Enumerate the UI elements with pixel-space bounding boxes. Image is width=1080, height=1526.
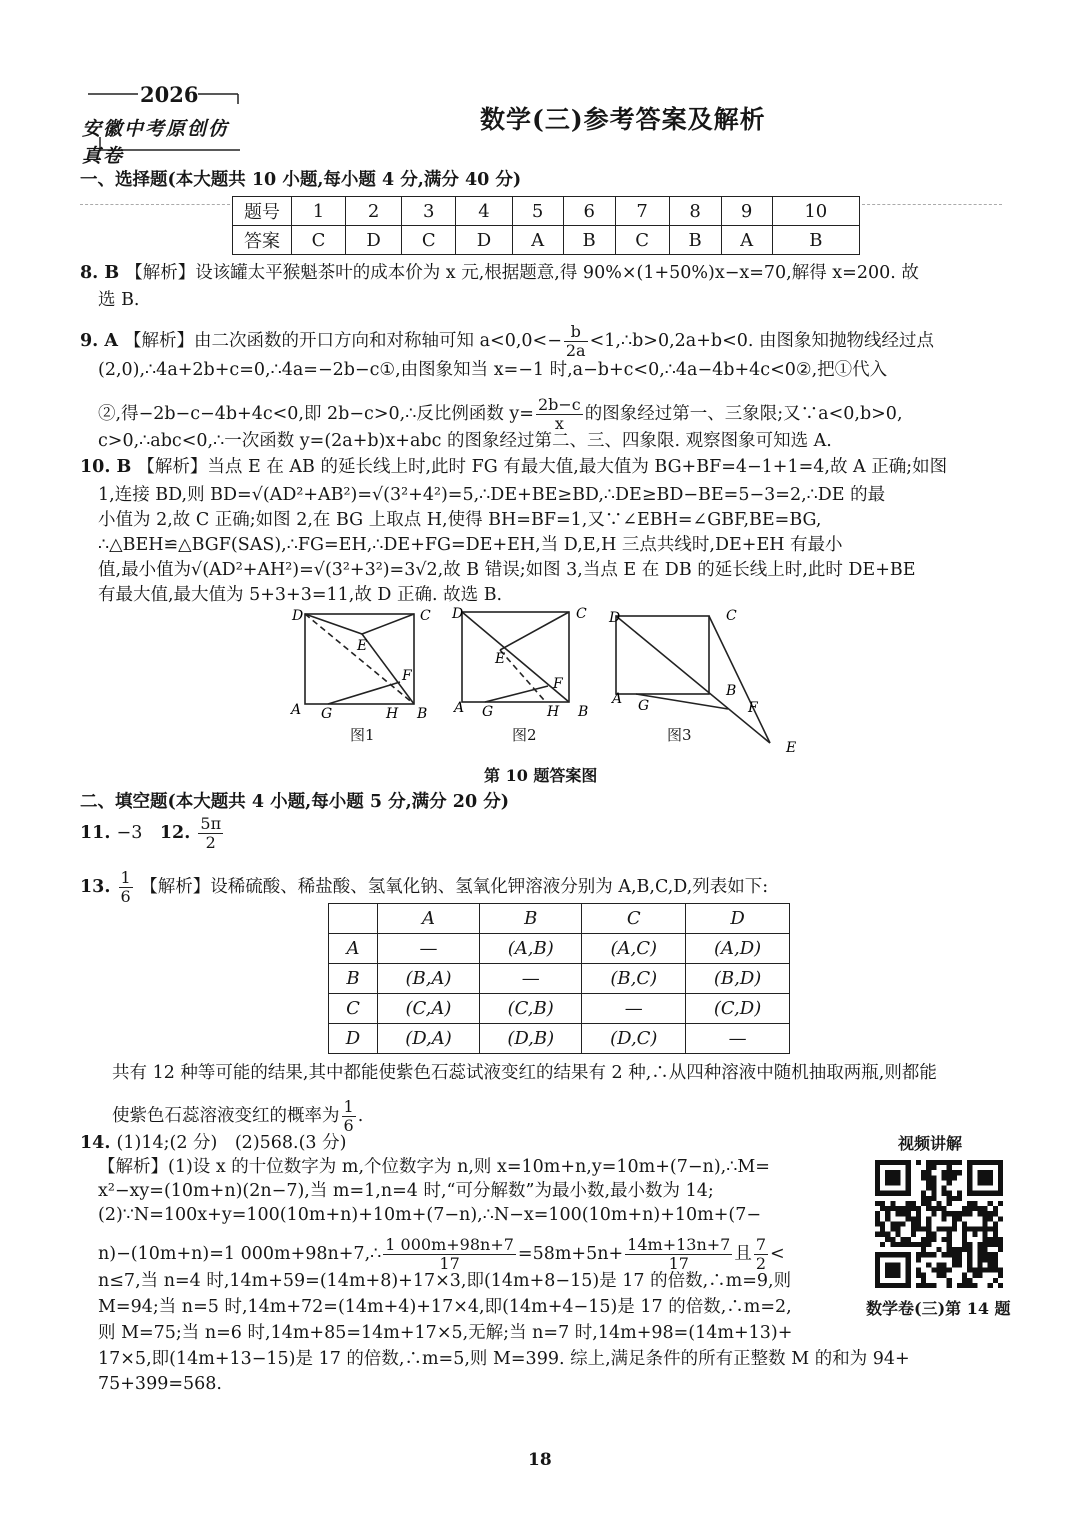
text-line [80,323,934,360]
text-segment: 75+399=568. [98,1374,222,1394]
fraction [754,1236,768,1273]
question-number: 9 [721,197,772,226]
fraction [625,1236,732,1273]
text-segment: n)−(10m+n)=1 000m+98n+7,∴ [98,1244,382,1264]
text-line [98,484,885,506]
item-number: 11. [80,823,117,843]
point-label: G [321,706,333,722]
table-cell: (A,C) [582,934,686,964]
figure-caption: 第 10 题答案图 [484,766,598,785]
point-label: H [386,706,399,722]
table-row [329,1024,790,1054]
fig2-line [500,612,569,650]
numerator: 7 [755,1235,767,1254]
text-line [98,559,916,581]
answer-cell: B [669,226,721,255]
denominator: 17 [668,1254,689,1273]
point-label: E [786,740,797,756]
point-label: F [748,700,758,716]
fraction [564,323,588,360]
numerator: 1 [120,868,131,887]
table-cell: D [329,1024,378,1054]
point-label: E [357,638,368,654]
fig1-line [328,682,400,704]
table-cell: C [582,904,686,934]
text-line [98,430,832,452]
item-number: 13. [80,877,117,897]
point-label: G [638,698,650,714]
numerator: 2b−c [537,395,581,414]
text-line [80,815,225,852]
table-cell [329,904,378,934]
text-line [98,509,821,531]
video-label: 视频讲解 [898,1134,963,1153]
fig1-label: 图1 [350,726,375,744]
table-cell: (D,B) [479,1024,581,1054]
text-line [98,359,887,381]
point-label: G [482,704,494,720]
answer-cell: C [292,226,346,255]
qr-code-icon[interactable] [874,1160,1004,1288]
answer-cell: C [615,226,669,255]
fraction [383,1236,516,1273]
text-segment: 选 B. [98,290,140,310]
answer-cell: B [563,226,615,255]
text-line [98,1322,792,1344]
text-segment: n≤7,当 n=4 时,14m+59=(14m+8)+17×3,即(14m+8−15)是 17 的倍数,∴m=9,则 [98,1271,792,1291]
divider [862,204,1002,205]
fig3-line [709,616,770,743]
question-number: 7 [615,197,669,226]
text-segment: M=94;当 n=5 时,14m+72=(14m+4)+17×4,即(14m+4−15)是 17 的倍数,∴m=2, [98,1297,792,1317]
text-line [98,1236,785,1273]
table-cell: — [686,1024,790,1054]
page-title: 数学(三)参考答案及解析 [480,105,766,134]
table-row [329,904,790,934]
text-segment: 【解析】由二次函数的开口方向和对称轴可知 a<0,0<− [124,331,562,351]
question-number: 8 [669,197,721,226]
text-line [80,262,919,284]
text-segment: (2,0),∴4a+2b+c=0,∴4a=−2b−c①,由图象知当 x=−1 时,a−b+c<0,∴4a−4b+4c<0②,把①代入 [98,360,888,380]
logo-series: 安徽中考原创仿真卷 [82,118,230,167]
text-segment: <1,∴b>0,2a+b<0. 由图象知抛物线经过点 [589,331,935,351]
q13-table [328,903,790,1054]
numerator: 5π [200,814,222,833]
question-number: 2 [345,197,401,226]
text-segment: 共有 12 种等可能的结果,其中都能使紫色石蕊试液变红的结果有 2 种,∴从四种溶液中随机抽取两瓶,则都能 [112,1063,937,1083]
answer-cell: A [512,226,563,255]
text-segment: . [357,1106,364,1126]
table-cell: (A,D) [686,934,790,964]
text-line [98,1180,714,1202]
answer-cell: D [456,226,512,255]
table-cell: — [582,994,686,1024]
question-number: 5 [512,197,563,226]
point-label: B [417,706,428,722]
text-line [80,1132,346,1154]
question-number: 4 [456,197,512,226]
text-segment: 1,连接 BD,则 BD=√(AD²+AB²)=√(3²+4²)=5,∴DE+BE≥BD,∴DE≥BD−BE=5−3=2,∴DE 的最 [98,485,886,505]
fig3-line [616,616,770,743]
divider [80,204,230,205]
denominator: 17 [439,1254,460,1273]
text-segment: 【解析】设该罐太平猴魁茶叶的成本价为 x 元,根据题意,得 90%×(1+50%)x−x=70,解得 x=200. 故 [125,263,919,283]
answer-cell: C [402,226,456,255]
point-label: A [612,691,623,707]
section1-heading: 一、选择题(本大题共 10 小题,每小题 4 分,满分 40 分) [80,170,522,190]
text-segment: (1)14;(2 分) (2)568.(3 分) [116,1133,347,1153]
table-cell: (A,B) [479,934,581,964]
question-number: 10 [772,197,859,226]
table-cell: — [378,934,480,964]
text-line [112,1062,937,1084]
text-line [98,1156,770,1178]
table-cell: (D,A) [378,1024,480,1054]
denominator: 6 [120,887,131,906]
text-segment: 17×5,即(14m+13−15)是 17 的倍数,∴m=5,则 M=399. 综上,满足条件的所有正整数 M 的和为 94+ [98,1349,910,1369]
text-segment: 的图象经过第一、三象限;又∵a<0,b>0, [584,404,903,424]
text-segment: x²−xy=(10m+n)(2n−7),当 m=1,n=4 时,“可分解数”为最小数,最小数为 14; [98,1181,714,1201]
text-segment: 值,最小值为√(AD²+AH²)=√(3²+3²)=3√2,故 B 错误;如图 3,当点 E 在 DB 的延长线上时,此时 DE+BE [98,560,916,580]
item-number: 14. [80,1133,117,1153]
video-caption: 数学卷(三)第 14 题 [866,1299,1011,1318]
item-number: 10. B [80,457,138,477]
question-number: 6 [563,197,615,226]
text-line [112,1098,363,1135]
section2-heading: 二、填空题(本大题共 4 小题,每小题 5 分,满分 20 分) [80,792,510,812]
point-label: B [726,683,737,699]
text-line [98,396,903,433]
text-line [80,456,947,478]
row-label: 题号 [233,197,292,226]
point-label: B [578,704,589,720]
text-line [98,1373,222,1395]
table-cell: C [329,994,378,1024]
text-line [98,1204,761,1226]
denominator: 2 [755,1254,767,1273]
answer-cell: B [772,226,859,255]
table-cell: (C,D) [686,994,790,1024]
table-cell: (B,A) [378,964,480,994]
table-row [329,994,790,1024]
text-segment: 则 M=75;当 n=6 时,14m+85=14m+17×5,无解;当 n=7 时,14m+98=(14m+13)+ [98,1323,793,1343]
point-label: F [402,668,412,684]
question-number: 3 [402,197,456,226]
point-label: C [420,608,431,624]
point-label: A [454,700,465,716]
numerator: 1 000m+98n+7 [385,1235,514,1254]
fig1-line [305,614,414,634]
table-cell: (D,C) [582,1024,686,1054]
table-cell: (C,A) [378,994,480,1024]
text-segment: c>0,∴abc<0,∴一次函数 y=(2a+b)x+abc 的图象经过第二、三、四象限. 观察图象可知选 A. [98,431,832,451]
table-cell: A [378,904,480,934]
text-line [98,1270,791,1292]
item-number: 9. A [80,331,125,351]
answer-cell: D [345,226,401,255]
fig2-line [485,686,548,702]
text-segment: 有最大值,最大值为 5+3+3=11,故 D 正确. 故选 B. [98,585,503,605]
table-cell: — [479,964,581,994]
text-segment: 【解析】设稀硫酸、稀盐酸、氢氧化钠、氢氧化钾溶液分别为 A,B,C,D,列表如下: [134,877,769,897]
table-cell: (B,C) [582,964,686,994]
text-segment: < [770,1244,785,1264]
text-segment: 使紫色石蕊溶液变红的概率为 [112,1106,340,1126]
question-number: 1 [292,197,346,226]
point-label: A [291,702,302,718]
text-segment: (2)∵N=100x+y=100(10m+n)+10m+(7−n),∴N−x=100(10m+n)+10m+(7− [98,1205,762,1225]
denominator: x [554,414,564,433]
point-label: D [452,606,464,622]
page-number: 18 [528,1450,552,1470]
table-cell: (C,B) [479,994,581,1024]
fraction [119,869,133,906]
table-cell: B [479,904,581,934]
table-row [329,934,790,964]
table-cell: B [329,964,378,994]
table-row [329,964,790,994]
point-label: E [495,651,506,667]
point-label: C [576,606,587,622]
text-segment: =58m+5n+ [517,1244,624,1264]
answer-cell: A [721,226,772,255]
fig3-label: 图3 [667,726,692,744]
fraction [198,815,223,852]
text-line [98,289,140,311]
fig1-dashed-line [305,614,414,704]
text-line [98,1348,910,1370]
fig2-label: 图2 [512,726,537,744]
fraction [342,1098,356,1135]
table-cell: D [686,904,790,934]
denominator: 6 [343,1116,354,1135]
text-segment: 且 [734,1244,752,1264]
answer-table [232,196,860,255]
text-line [80,869,768,906]
text-line [98,1296,792,1318]
series-logo [80,82,245,167]
row-label: 答案 [233,226,292,255]
item-number: 12. [159,823,197,843]
fraction [536,396,583,433]
item-number: 8. B [80,263,126,283]
table-cell: (B,D) [686,964,790,994]
denominator: 2 [205,833,216,852]
numerator: b [564,323,588,342]
text-line [98,534,843,556]
text-segment: −3 [116,823,160,843]
point-label: F [553,676,563,692]
text-segment: 【解析】(1)设 x 的十位数字为 m,个位数字为 n,则 x=10m+n,y=10m+(7−n),∴M= [98,1157,770,1177]
point-label: H [547,704,560,720]
point-label: C [726,608,737,624]
table-cell: A [329,934,378,964]
denominator: 2a [565,341,586,360]
text-segment: 小值为 2,故 C 正确;如图 2,在 BG 上取点 H,使得 BH=BF=1,又∵∠EBH=∠GBF,BE=BG, [98,510,822,530]
text-segment: 【解析】当点 E 在 AB 的延长线上时,此时 FG 有最大值,最大值为 BG+BF=4−1+1=4,故 A 正确;如图 [137,457,948,477]
text-segment: ②,得−2b−c−4b+4c<0,即 2b−c>0,∴反比例函数 y= [98,404,534,424]
text-segment: ∴△BEH≌△BGF(SAS),∴FG=EH,∴DE+FG=DE+EH,当 D,E,H 三点共线时,DE+EH 有最小 [98,535,843,555]
logo-year: 2026 [140,82,199,107]
point-label: D [609,610,621,626]
numerator: 1 [343,1097,354,1116]
numerator: 14m+13n+7 [627,1235,731,1254]
point-label: D [292,608,304,624]
